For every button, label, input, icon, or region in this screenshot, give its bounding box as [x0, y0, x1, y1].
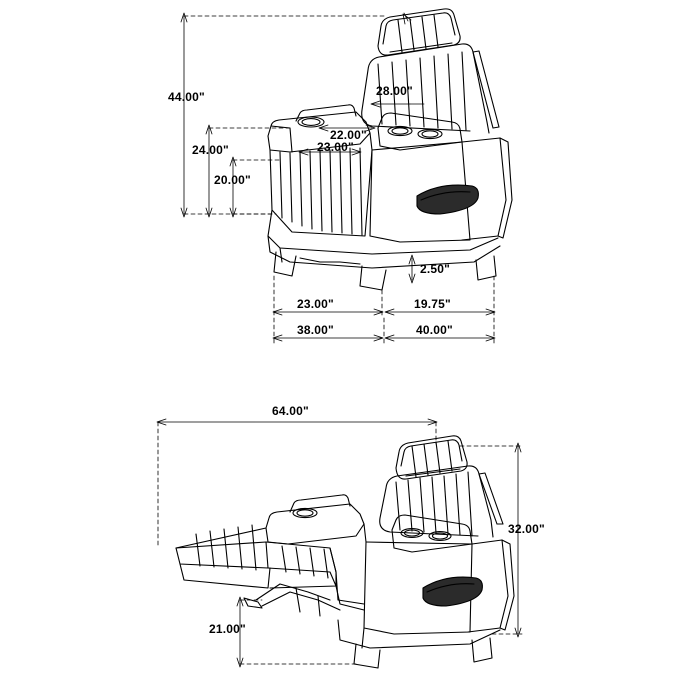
dimension-label-seat-width-inner: 23.00"	[317, 140, 354, 154]
dimension-label-seat-height: 20.00"	[214, 173, 251, 187]
dimension-label-side-depth: 19.75"	[414, 297, 451, 311]
dimension-label-seat-depth: 23.00"	[297, 297, 334, 311]
dimension-label-armrest-depth: 22.00"	[330, 128, 367, 142]
dimension-label-overall-depth: 40.00"	[416, 323, 453, 337]
dimension-label-reclined-length: 64.00"	[272, 404, 309, 418]
dimension-label-backrest-width: 28.00"	[376, 84, 413, 98]
dimension-label-clearance: 2.50"	[420, 262, 451, 276]
dimension-label-reclined-height: 32.00"	[508, 522, 545, 536]
dimension-label-overall-width: 38.00"	[297, 323, 334, 337]
dimension-label-footrest-length: 21.00"	[209, 622, 246, 636]
dimension-label-seat-back-height: 24.00"	[192, 143, 229, 157]
dimension-label-height-overall: 44.00"	[168, 90, 205, 104]
